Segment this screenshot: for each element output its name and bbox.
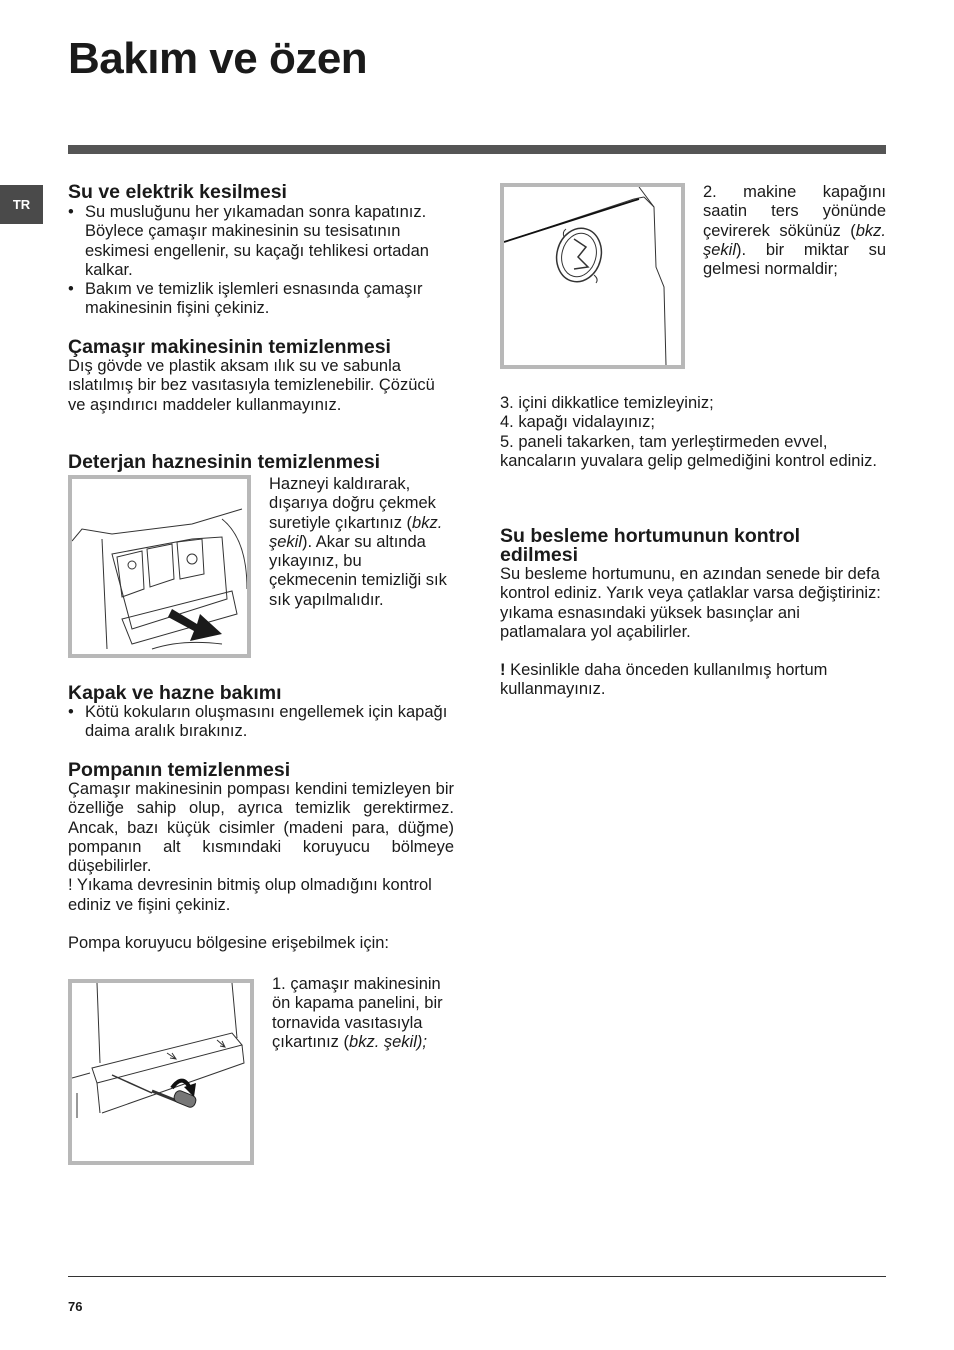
pump-cover-illustration: [504, 187, 681, 365]
step-text: 3. içini dikkatlice temizleyiniz;: [500, 394, 714, 412]
list-item: • Bakım ve temizlik işlemleri esnasında çamaşır makinesinin fişini çekiniz.: [68, 280, 454, 319]
warning-text: ! Yıkama devresinin bitmiş olup olmadığını kontrol ediniz ve fişini çekiniz.: [68, 876, 432, 914]
step-text: 2. makine kapağını saatin ters yönünde çevirerek sökünüz (bkz. şekil). bir miktar su gelmesi normaldir;: [703, 183, 886, 279]
header-rule: [68, 145, 886, 154]
front-panel-illustration: [72, 983, 250, 1161]
section-heading: Su besleme hortumunun kontrol edilmesi: [500, 525, 801, 566]
section-text: Dış gövde ve plastik aksam ılık su ve sabunla ıslatılmış bir bez vasıtasıyla temizlenebilir. Çözücü ve aşındırıcı maddeler kullanmayınız.: [68, 357, 435, 414]
list-item: • Su musluğunu her yıkamadan sonra kapatınız. Böylece çamaşır makinesinin su tesisatının eskimesi engellenir, su kaçağı tehlikesi ortadan kalkar.: [68, 203, 454, 280]
section-power-water: [68, 182, 454, 319]
section-text: Hazneyi kaldırarak, dışarıya doğru çekmek suretiyle çıkartınız (bkz. şekil). Akar su altında yıkayınız, bu çekmecenin temizliği sık sık yapılmalıdır.: [269, 475, 447, 609]
section-detergent: [269, 475, 454, 610]
section-pump: [68, 760, 454, 953]
section-text: Çamaşır makinesinin pompası kendini temizleyen bir özelliğe sahip olup, ayrıca temizlik gerektirmez. Ancak, bazı küçük cisimler (madeni para, düğme) pompanın alt kısmındaki koruyucu bölmeye düşebilirler.: [68, 780, 454, 876]
section-text: Su besleme hortumunu, en azından senede bir defa kontrol ediniz. Yarık veya çatlaklar varsa değiştiriniz: yıkama esnasındaki yüksek basınçlar ani patlamalara yol açabilirler.: [500, 565, 881, 641]
detergent-drawer-figure: [68, 475, 251, 658]
section-machine-cleaning: [68, 337, 440, 415]
pump-cover-figure: [500, 183, 685, 369]
section-door-drum: [68, 683, 454, 742]
list-item: • Kötü kokuların oluşmasını engellemek için kapağı daima aralık bırakınız.: [68, 703, 454, 742]
section-heading: Çamaşır makinesinin temizlenmesi: [68, 336, 391, 358]
section-heading: Deterjan haznesinin temizlenmesi: [68, 451, 381, 473]
arrow-icon: [168, 609, 222, 641]
pump-step-1: [272, 975, 454, 1052]
detergent-drawer-illustration: [72, 479, 247, 654]
front-panel-figure: [68, 979, 254, 1165]
pump-steps-3-5: [500, 394, 886, 471]
pump-step-2: [703, 183, 886, 279]
page-number: 76: [68, 1299, 83, 1314]
section-heading: Kapak ve hazne bakımı: [68, 682, 282, 704]
section-heading: Su ve elektrik kesilmesi: [68, 181, 287, 203]
language-tab: TR: [0, 185, 43, 224]
step-text: 5. paneli takarken, tam yerleştirmeden evvel, kancaların yuvalara gelip gelmediğini kontrol ediniz.: [500, 432, 877, 470]
page-title: Bakım ve özen: [68, 34, 368, 83]
warning-text: ! Kesinlikle daha önceden kullanılmış hortum kullanmayınız.: [500, 661, 828, 699]
footer-rule: [68, 1276, 886, 1277]
step-text: 1. çamaşır makinesinin ön kapama panelini, bir tornavida vasıtasıyla çıkartınız (bkz. şekil);: [272, 975, 443, 1051]
section-hose: [500, 527, 886, 700]
step-text: 4. kapağı vidalayınız;: [500, 413, 656, 432]
section-detergent-heading-wrap: [68, 452, 454, 472]
section-heading: Pompanın temizlenmesi: [68, 759, 291, 781]
access-intro: Pompa koruyucu bölgesine erişebilmek için:: [68, 934, 389, 953]
